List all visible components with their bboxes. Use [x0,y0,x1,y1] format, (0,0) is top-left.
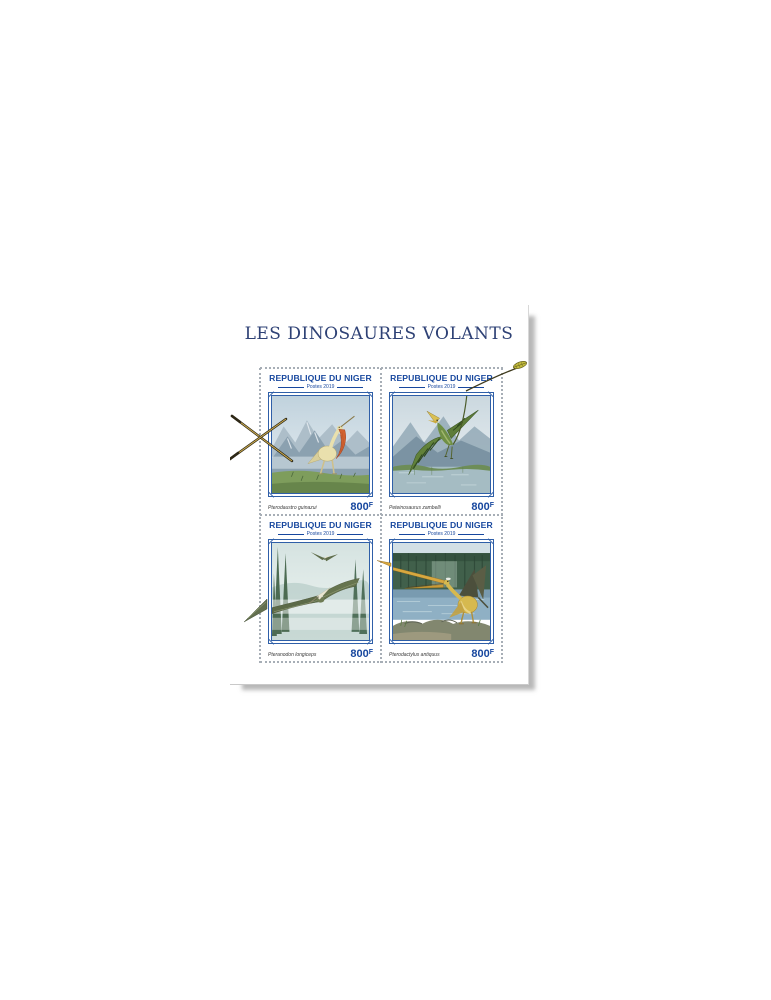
stamp-vignette [271,542,370,641]
pteranodon-artwork-icon [272,543,369,640]
stamp-peteinosaurus [381,368,502,515]
ornament-rule [399,387,425,388]
postes-line [381,531,502,537]
stamp-vignette [392,542,491,641]
ornament-rule [399,534,425,535]
pterodaustro-artwork-icon [272,396,369,493]
ornament-rule [337,534,363,535]
stamp-grid [260,368,503,663]
postes-line [381,384,502,390]
stamp-caption-row [268,499,373,513]
peteinosaurus-artwork-icon [393,396,490,493]
stamp-caption-row [389,499,494,513]
stamp-frame [268,539,373,644]
stamp-caption-row [268,646,373,660]
denomination: $800^F$ [350,648,373,660]
ornament-rule [337,387,363,388]
stamp-country: REPUBLIQUE DU NIGER [390,373,493,383]
denomination: $800^F$ [471,648,494,660]
denomination: $800^F$ [350,501,373,513]
stamp-country: REPUBLIQUE DU NIGER [269,373,372,383]
stamp-country: REPUBLIQUE DU NIGER [269,520,372,530]
ornament-rule [278,387,304,388]
stamp-pteranodon [260,515,381,662]
denomination: $800^F$ [471,501,494,513]
ornament-rule [458,387,484,388]
postes-year: Postes 2019 [427,531,456,537]
stamp-frame [389,539,494,644]
postes-year: Postes 2019 [306,384,335,390]
stamp-vignette [392,395,491,494]
postes-line [260,531,381,537]
postes-year: Postes 2019 [306,531,335,537]
species-name: Pterodaustro guinazui [268,505,317,511]
stamp-sheet [230,305,529,685]
stamp-frame [268,392,373,497]
stamp-country: REPUBLIQUE DU NIGER [390,520,493,530]
species-name: Pteranodon longiceps [268,652,317,658]
ornament-rule [278,534,304,535]
stamp-frame [389,392,494,497]
pterodactylus-artwork-icon [393,543,490,640]
postes-year: Postes 2019 [427,384,456,390]
stamp-pterodactylus [381,515,502,662]
sheet-title: LES DINOSAURES VOLANTS [244,324,514,344]
stamp-caption-row [389,646,494,660]
postes-line [260,384,381,390]
stamp-pterodaustro [260,368,381,515]
ornament-rule [458,534,484,535]
species-name: Peteinosaurus zambelli [389,505,441,511]
stamp-vignette [271,395,370,494]
species-name: Pterodactylus antiquus [389,652,440,658]
